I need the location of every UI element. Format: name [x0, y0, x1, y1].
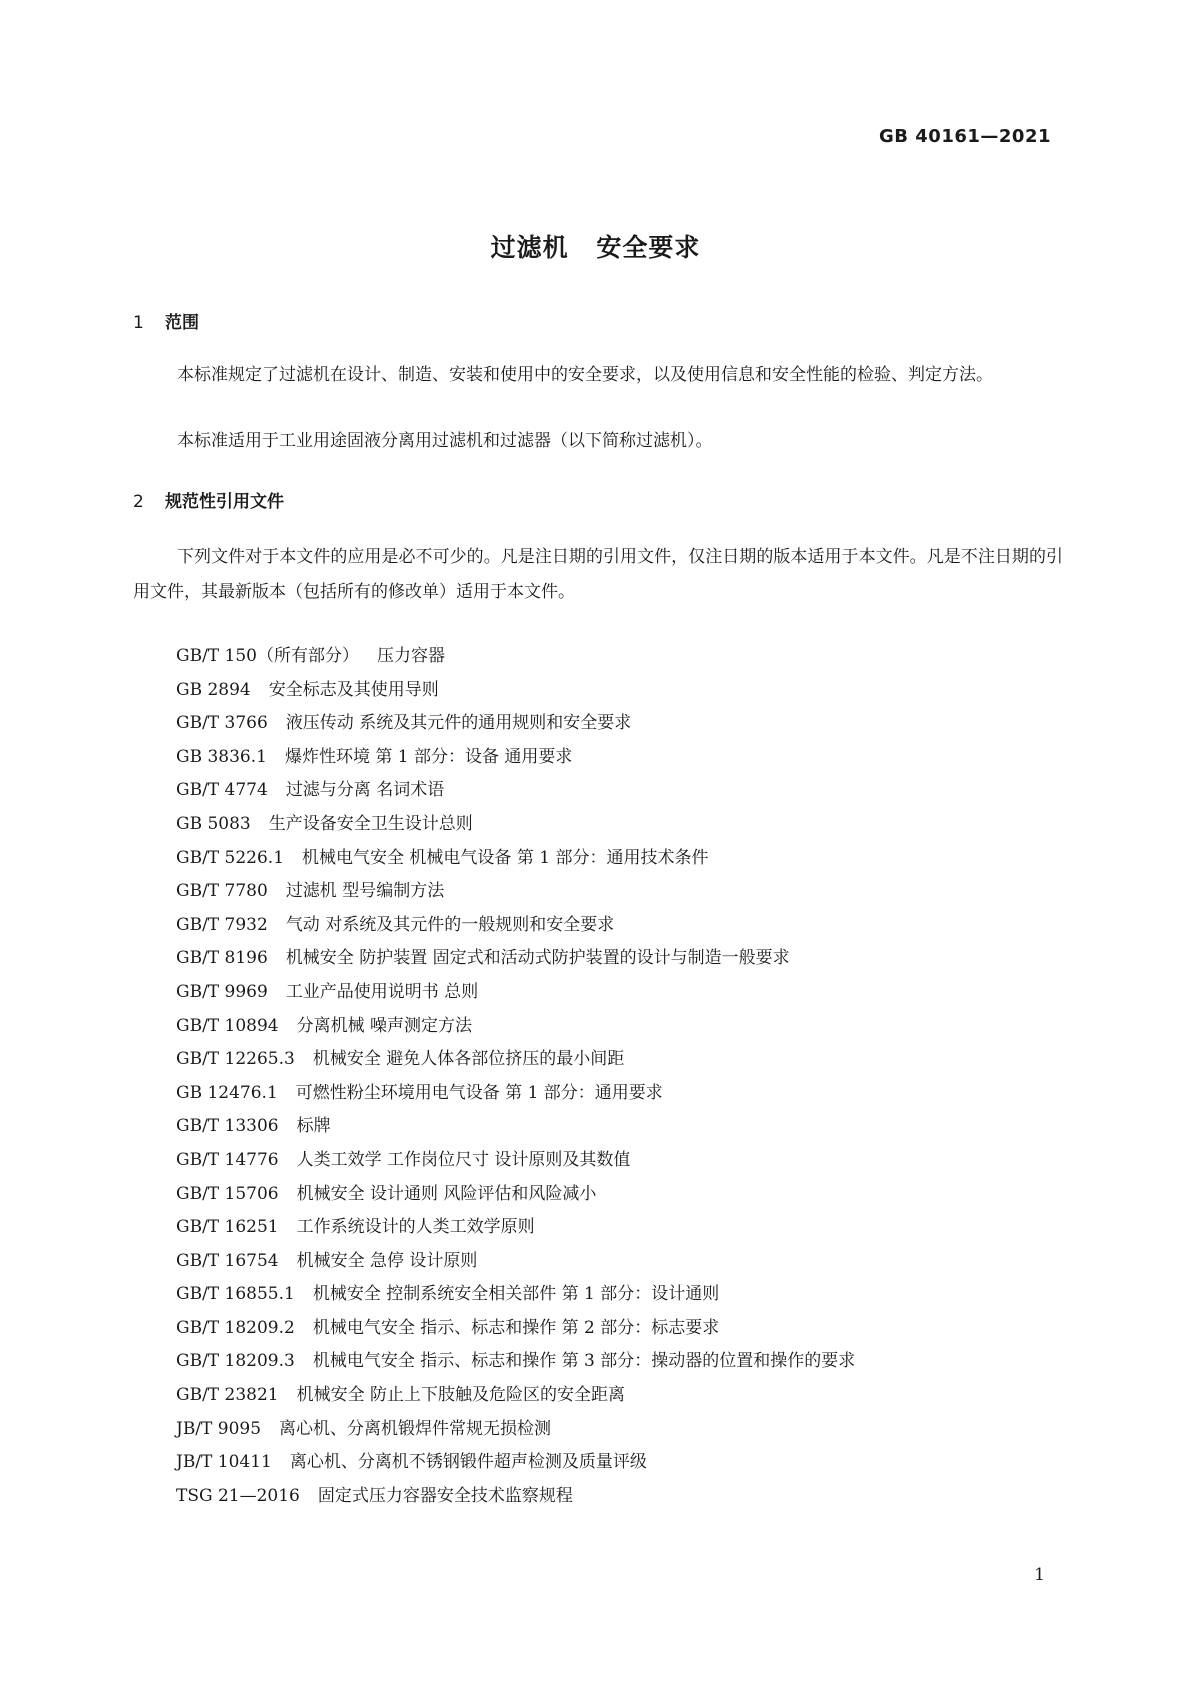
reference-title: 生产设备安全卫生设计总则	[268, 813, 473, 834]
reference-code: JB/T 9095	[176, 1418, 262, 1439]
reference-title: 液压传动 系统及其元件的通用规则和安全要求	[285, 713, 632, 734]
reference-item	[176, 1077, 855, 1111]
reference-item	[176, 1245, 855, 1279]
reference-title: 离心机、分离机不锈钢锻件超声检测及质量评级	[289, 1452, 647, 1473]
reference-item	[176, 1312, 855, 1346]
reference-item	[176, 976, 855, 1010]
reference-code: GB/T 4774	[176, 780, 268, 801]
reference-code: GB/T 16251	[176, 1217, 279, 1238]
reference-item	[176, 774, 855, 808]
reference-item	[176, 741, 855, 775]
reference-item	[176, 640, 855, 674]
reference-title: 压力容器	[377, 646, 445, 666]
section-number: 1	[133, 313, 144, 333]
section-number: 2	[133, 492, 144, 512]
reference-title: 机械安全 控制系统安全相关部件 第 1 部分：设计通则	[312, 1284, 720, 1305]
reference-title: 机械安全 急停 设计原则	[296, 1250, 478, 1271]
reference-title: 安全标志及其使用导则	[268, 679, 439, 700]
reference-code: GB/T 12265.3	[176, 1049, 295, 1070]
reference-title: 固定式压力容器安全技术监察规程	[317, 1485, 573, 1506]
reference-code: TSG 21—2016	[176, 1485, 300, 1506]
reference-code: GB 2894	[176, 679, 251, 700]
section-heading-scope	[133, 308, 199, 333]
reference-code: GB/T 7780	[176, 881, 268, 902]
reference-code: GB/T 3766	[176, 713, 268, 734]
reference-title: 人类工效学 工作岗位尺寸 设计原则及其数值	[296, 1149, 631, 1170]
reference-title: 机械电气安全 机械电气设备 第 1 部分：通用技术条件	[302, 847, 709, 868]
reference-item	[176, 1446, 855, 1480]
references-intro-paragraph: 下列文件对于本文件的应用是必不可少的。凡是注日期的引用文件，仅注日期的版本适用于本文件。凡是不注日期的引用文件，其最新版本（包括所有的修改单）适用于本文件。	[133, 547, 1063, 602]
reference-code: GB/T 150（所有部分）	[176, 646, 359, 666]
reference-title: 机械电气安全 指示、标志和操作 第 3 部分：操动器的位置和操作的要求	[312, 1351, 856, 1372]
reference-title: 机械安全 防护装置 固定式和活动式防护装置的设计与制造一般要求	[285, 948, 790, 969]
reference-code: GB/T 18209.3	[176, 1351, 295, 1372]
reference-code: GB/T 10894	[176, 1015, 279, 1036]
reference-item	[176, 1010, 855, 1044]
scope-paragraph-2: 本标准适用于工业用途固液分离用过滤机和过滤器（以下简称过滤机）。	[177, 431, 713, 451]
reference-code: GB 3836.1	[176, 746, 267, 767]
reference-title: 机械安全 防止上下肢触及危险区的安全距离	[296, 1385, 626, 1406]
reference-code: GB/T 8196	[176, 948, 268, 969]
reference-code: GB/T 7932	[176, 914, 268, 935]
reference-title: 气动 对系统及其元件的一般规则和安全要求	[285, 914, 615, 935]
reference-item	[176, 909, 855, 943]
reference-item	[176, 707, 855, 741]
reference-item	[176, 1480, 855, 1514]
reference-code: GB/T 18209.2	[176, 1317, 295, 1338]
reference-item	[176, 808, 855, 842]
reference-item	[176, 1278, 855, 1312]
reference-title: 过滤与分离 名词术语	[285, 780, 445, 801]
reference-code: GB/T 16855.1	[176, 1284, 295, 1305]
reference-code: GB/T 16754	[176, 1250, 279, 1271]
reference-item	[176, 1345, 855, 1379]
reference-item	[176, 1178, 855, 1212]
page-number: 1	[1034, 1565, 1045, 1585]
reference-title: 机械电气安全 指示、标志和操作 第 2 部分：标志要求	[312, 1317, 720, 1338]
reference-item	[176, 842, 855, 876]
reference-code: GB/T 14776	[176, 1149, 279, 1170]
reference-item	[176, 1144, 855, 1178]
section-title: 规范性引用文件	[165, 492, 284, 512]
reference-item	[176, 1211, 855, 1245]
reference-item	[176, 1110, 855, 1144]
reference-code: GB/T 23821	[176, 1385, 279, 1406]
reference-item	[176, 1043, 855, 1077]
section-title: 范围	[165, 313, 199, 333]
section-heading-normative-references	[133, 487, 284, 512]
reference-title: 过滤机 型号编制方法	[285, 881, 445, 902]
document-title: 过滤机 安全要求	[490, 233, 701, 262]
reference-title: 爆炸性环境 第 1 部分：设备 通用要求	[284, 746, 573, 767]
standard-number: GB 40161—2021	[879, 126, 1051, 147]
reference-title: 分离机械 噪声测定方法	[296, 1015, 473, 1036]
reference-item	[176, 1379, 855, 1413]
reference-code: GB 12476.1	[176, 1082, 278, 1103]
reference-code: GB/T 5226.1	[176, 847, 285, 868]
reference-item	[176, 1413, 855, 1447]
reference-list	[176, 640, 855, 1513]
reference-title: 工作系统设计的人类工效学原则	[296, 1217, 535, 1238]
reference-code: GB 5083	[176, 813, 251, 834]
reference-item	[176, 674, 855, 708]
reference-code: JB/T 10411	[176, 1452, 272, 1473]
reference-title: 机械安全 设计通则 风险评估和风险减小	[296, 1183, 597, 1204]
reference-title: 机械安全 避免人体各部位挤压的最小间距	[312, 1049, 625, 1070]
reference-item	[176, 875, 855, 909]
reference-title: 可燃性粉尘环境用电气设备 第 1 部分：通用要求	[295, 1082, 663, 1103]
reference-code: GB/T 15706	[176, 1183, 279, 1204]
scope-paragraph-1: 本标准规定了过滤机在设计、制造、安装和使用中的安全要求，以及使用信息和安全性能的检验、判定方法。	[177, 365, 993, 385]
reference-title: 离心机、分离机锻焊件常规无损检测	[279, 1418, 552, 1439]
reference-title: 工业产品使用说明书 总则	[285, 981, 479, 1002]
reference-code: GB/T 9969	[176, 981, 268, 1002]
reference-title: 标牌	[296, 1116, 331, 1137]
reference-item	[176, 942, 855, 976]
reference-code: GB/T 13306	[176, 1116, 279, 1137]
